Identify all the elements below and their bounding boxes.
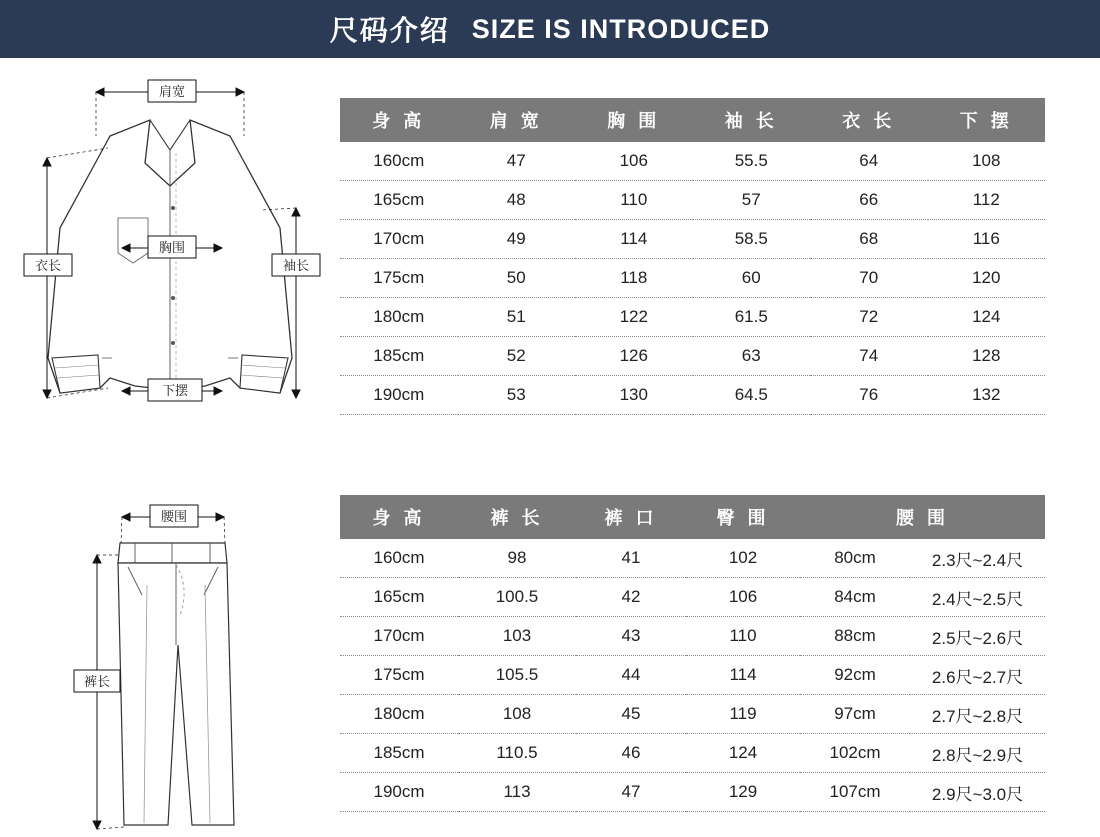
cell: 70 <box>810 259 928 298</box>
shirt-label-shoulder: 肩宽 <box>158 84 186 99</box>
cell: 74 <box>810 337 928 376</box>
cell: 92cm <box>800 656 910 695</box>
shirt-label-sleeve: 袖长 <box>282 258 310 273</box>
table-row <box>340 773 1045 812</box>
cell: 52 <box>458 337 576 376</box>
table-row <box>340 181 1045 220</box>
shirt-col-height: 身 高 <box>340 98 458 142</box>
table-header-row <box>340 98 1045 142</box>
cell: 2.6尺~2.7尺 <box>910 656 1045 695</box>
cell: 43 <box>576 617 686 656</box>
cell: 129 <box>686 773 800 812</box>
cell: 63 <box>693 337 811 376</box>
page-header <box>0 0 1100 58</box>
cell: 126 <box>575 337 693 376</box>
pants-col-pantslength: 裤 长 <box>458 495 576 539</box>
cell: 47 <box>458 142 576 181</box>
cell: 72 <box>810 298 928 337</box>
cell: 165cm <box>340 181 458 220</box>
shirt-size-table <box>340 98 1045 415</box>
cell: 42 <box>576 578 686 617</box>
pants-col-hip: 臀 围 <box>686 495 800 539</box>
cell: 46 <box>576 734 686 773</box>
table-row <box>340 539 1045 578</box>
cell: 98 <box>458 539 576 578</box>
table-row <box>340 337 1045 376</box>
cell: 106 <box>575 142 693 181</box>
cell: 80cm <box>800 539 910 578</box>
cell: 45 <box>576 695 686 734</box>
pants-table-wrapper <box>340 455 1100 837</box>
cell: 170cm <box>340 617 458 656</box>
cell: 165cm <box>340 578 458 617</box>
cell: 64 <box>810 142 928 181</box>
cell: 106 <box>686 578 800 617</box>
cell: 2.5尺~2.6尺 <box>910 617 1045 656</box>
cell: 124 <box>928 298 1046 337</box>
cell: 112 <box>928 181 1046 220</box>
shirt-label-length: 衣长 <box>34 258 62 273</box>
cell: 120 <box>928 259 1046 298</box>
cell: 110.5 <box>458 734 576 773</box>
cell: 76 <box>810 376 928 415</box>
table-row <box>340 220 1045 259</box>
page-title-en: SIZE IS INTRODUCED <box>471 13 771 44</box>
cell: 185cm <box>340 337 458 376</box>
shirt-col-shoulder: 肩 宽 <box>458 98 576 142</box>
table-header-row <box>340 495 1045 539</box>
cell: 41 <box>576 539 686 578</box>
cell: 110 <box>575 181 693 220</box>
cell: 60 <box>693 259 811 298</box>
cell: 88cm <box>800 617 910 656</box>
shirt-table-wrapper <box>340 58 1100 448</box>
cell: 190cm <box>340 376 458 415</box>
cell: 190cm <box>340 773 458 812</box>
cell: 113 <box>458 773 576 812</box>
table-row <box>340 617 1045 656</box>
cell: 119 <box>686 695 800 734</box>
cell: 84cm <box>800 578 910 617</box>
pants-label-length: 裤长 <box>83 674 111 689</box>
cell: 114 <box>575 220 693 259</box>
cell: 102 <box>686 539 800 578</box>
cell: 49 <box>458 220 576 259</box>
pants-section <box>0 455 1100 837</box>
pants-label-waist: 腰围 <box>160 509 188 524</box>
cell: 175cm <box>340 259 458 298</box>
cell: 160cm <box>340 142 458 181</box>
cell: 50 <box>458 259 576 298</box>
pants-figure <box>0 455 340 837</box>
cell: 116 <box>928 220 1046 259</box>
cell: 64.5 <box>693 376 811 415</box>
shirt-diagram <box>0 58 340 448</box>
cell: 57 <box>693 181 811 220</box>
table-row <box>340 578 1045 617</box>
cell: 122 <box>575 298 693 337</box>
shirt-label-chest: 胸围 <box>158 240 186 255</box>
shirt-col-sleeve: 袖 长 <box>693 98 811 142</box>
table-row <box>340 142 1045 181</box>
table-row <box>340 259 1045 298</box>
cell: 51 <box>458 298 576 337</box>
cell: 128 <box>928 337 1046 376</box>
page-title-cn: 尺码介绍 <box>329 15 450 46</box>
cell: 97cm <box>800 695 910 734</box>
table-row <box>340 298 1045 337</box>
table-row <box>340 734 1045 773</box>
cell: 103 <box>458 617 576 656</box>
cell: 124 <box>686 734 800 773</box>
cell: 185cm <box>340 734 458 773</box>
shirt-col-hem: 下 摆 <box>928 98 1046 142</box>
table-row <box>340 656 1045 695</box>
pants-diagram <box>0 455 340 837</box>
cell: 180cm <box>340 298 458 337</box>
cell: 132 <box>928 376 1046 415</box>
cell: 68 <box>810 220 928 259</box>
cell: 108 <box>458 695 576 734</box>
cell: 47 <box>576 773 686 812</box>
cell: 2.7尺~2.8尺 <box>910 695 1045 734</box>
cell: 102cm <box>800 734 910 773</box>
cell: 58.5 <box>693 220 811 259</box>
cell: 105.5 <box>458 656 576 695</box>
table-row <box>340 695 1045 734</box>
cell: 107cm <box>800 773 910 812</box>
cell: 66 <box>810 181 928 220</box>
pants-size-table <box>340 495 1045 812</box>
cell: 180cm <box>340 695 458 734</box>
cell: 110 <box>686 617 800 656</box>
cell: 114 <box>686 656 800 695</box>
shirt-label-hem: 下摆 <box>161 383 189 398</box>
cell: 108 <box>928 142 1046 181</box>
pants-col-height: 身 高 <box>340 495 458 539</box>
cell: 175cm <box>340 656 458 695</box>
cell: 55.5 <box>693 142 811 181</box>
cell: 170cm <box>340 220 458 259</box>
cell: 2.4尺~2.5尺 <box>910 578 1045 617</box>
table-row <box>340 376 1045 415</box>
cell: 48 <box>458 181 576 220</box>
pants-col-waist: 腰 围 <box>800 495 1045 539</box>
cell: 100.5 <box>458 578 576 617</box>
pants-col-cuff: 裤 口 <box>576 495 686 539</box>
shirt-col-length: 衣 长 <box>810 98 928 142</box>
cell: 160cm <box>340 539 458 578</box>
cell: 2.8尺~2.9尺 <box>910 734 1045 773</box>
cell: 53 <box>458 376 576 415</box>
cell: 118 <box>575 259 693 298</box>
cell: 2.9尺~3.0尺 <box>910 773 1045 812</box>
cell: 61.5 <box>693 298 811 337</box>
cell: 130 <box>575 376 693 415</box>
shirt-figure <box>0 58 340 448</box>
cell: 44 <box>576 656 686 695</box>
shirt-col-chest: 胸 围 <box>575 98 693 142</box>
cell: 2.3尺~2.4尺 <box>910 539 1045 578</box>
shirt-section <box>0 58 1100 448</box>
